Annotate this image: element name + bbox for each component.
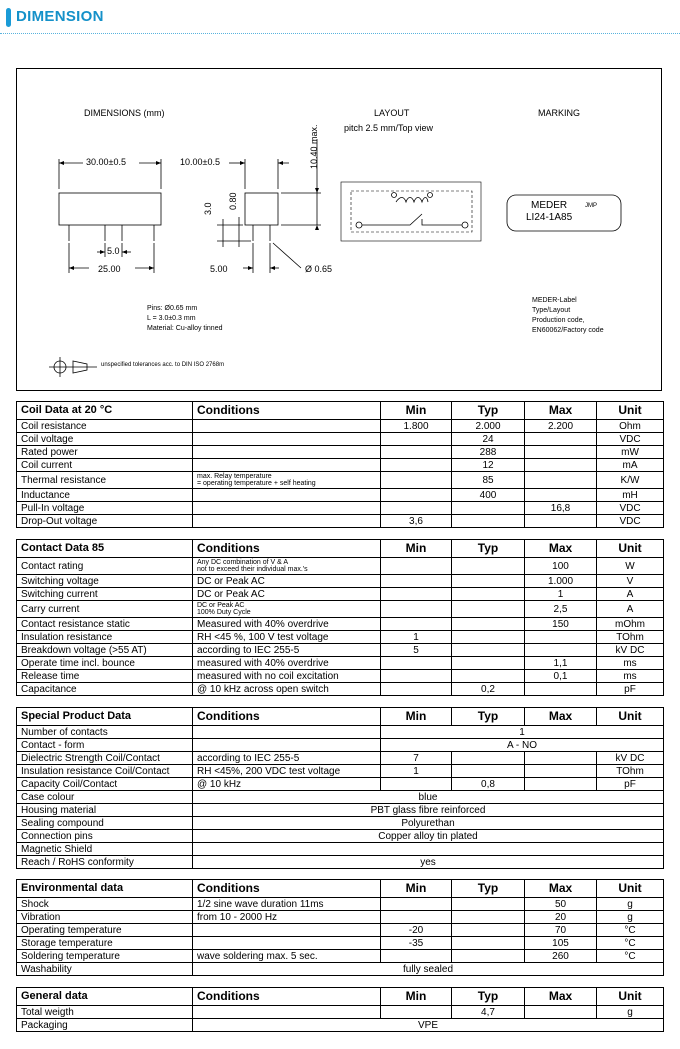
typ-cell <box>452 765 525 778</box>
min-cell <box>381 575 452 588</box>
typ-cell <box>452 752 525 765</box>
table-row <box>17 489 664 502</box>
header-accent-bar <box>6 8 11 27</box>
section-title: Special Product Data <box>17 708 193 726</box>
section-title: General data <box>17 988 193 1006</box>
col-max: Max <box>525 880 597 898</box>
table-row <box>17 937 664 950</box>
typ-cell <box>452 502 525 515</box>
dim-height-label: 10.40 max. <box>309 124 319 169</box>
typ-cell <box>452 618 525 631</box>
param-cell: Number of contacts <box>17 726 193 739</box>
param-cell: Shock <box>17 898 193 911</box>
min-cell <box>381 601 452 618</box>
condition-cell <box>193 515 381 528</box>
col-min: Min <box>381 708 452 726</box>
table-row <box>17 963 664 976</box>
min-cell <box>381 502 452 515</box>
general-data-table <box>16 987 664 1032</box>
unit-cell: mW <box>597 446 664 459</box>
table-row <box>17 601 664 618</box>
table-row <box>17 631 664 644</box>
label-note-1: MEDER-Label <box>532 297 577 304</box>
dim-length-label: 30.00±0.5 <box>86 157 126 167</box>
typ-cell <box>452 515 525 528</box>
param-cell: Inductance <box>17 489 193 502</box>
condition-cell <box>193 739 381 752</box>
param-cell: Drop-Out voltage <box>17 515 193 528</box>
max-cell <box>525 644 597 657</box>
dim-pin-length-label: 3.0 <box>203 202 213 215</box>
col-typ: Typ <box>452 540 525 558</box>
min-cell: 5 <box>381 644 452 657</box>
col-typ: Typ <box>452 402 525 420</box>
param-cell: Capacity Coil/Contact <box>17 778 193 791</box>
typ-cell: 12 <box>452 459 525 472</box>
min-cell: 7 <box>381 752 452 765</box>
table-row <box>17 778 664 791</box>
table-row <box>17 830 664 843</box>
table-row <box>17 911 664 924</box>
table-row <box>17 433 664 446</box>
typ-cell: 0,8 <box>452 778 525 791</box>
condition-cell <box>193 937 381 950</box>
unit-cell: °C <box>597 937 664 950</box>
unit-cell: VDC <box>597 502 664 515</box>
condition-cell: measured with no coil excitation <box>193 670 381 683</box>
min-cell <box>381 558 452 575</box>
table-row <box>17 588 664 601</box>
max-cell: 50 <box>525 898 597 911</box>
value-cell: VPE <box>193 1019 664 1032</box>
unit-cell: A <box>597 601 664 618</box>
condition-line: not to exceed their individual max.'s <box>197 566 308 573</box>
param-cell: Packaging <box>17 1019 193 1032</box>
unit-cell: mOhm <box>597 618 664 631</box>
condition-cell: wave soldering max. 5 sec. <box>193 950 381 963</box>
condition-cell <box>193 489 381 502</box>
table-row <box>17 843 664 856</box>
table-row <box>17 898 664 911</box>
max-cell <box>525 489 597 502</box>
value-cell: Copper alloy tin plated <box>193 830 664 843</box>
col-max: Max <box>525 708 597 726</box>
special-product-table <box>16 707 664 869</box>
table-row <box>17 726 664 739</box>
min-cell <box>381 657 452 670</box>
table-row <box>17 472 664 489</box>
max-cell <box>525 765 597 778</box>
col-conditions: Conditions <box>193 988 381 1006</box>
col-unit: Unit <box>597 880 664 898</box>
min-cell: 3,6 <box>381 515 452 528</box>
typ-cell <box>452 898 525 911</box>
table-row <box>17 817 664 830</box>
param-cell: Soldering temperature <box>17 950 193 963</box>
pins-note-2: L = 3.0±0.3 mm <box>147 315 196 322</box>
dim-pin-spacing-label: 5.0 <box>107 246 120 256</box>
col-conditions: Conditions <box>193 402 381 420</box>
table-row <box>17 683 664 696</box>
unit-cell: V <box>597 575 664 588</box>
typ-cell <box>452 644 525 657</box>
typ-cell <box>452 588 525 601</box>
min-cell <box>381 670 452 683</box>
max-cell <box>525 446 597 459</box>
min-cell <box>381 778 452 791</box>
param-cell: Reach / RoHS conformity <box>17 856 193 869</box>
section-title: Environmental data <box>17 880 193 898</box>
param-cell: Thermal resistance <box>17 472 193 489</box>
condition-cell <box>193 433 381 446</box>
col-min: Min <box>381 402 452 420</box>
condition-cell: according to IEC 255-5 <box>193 752 381 765</box>
condition-cell: DC or Peak AC <box>193 588 381 601</box>
param-cell: Coil resistance <box>17 420 193 433</box>
marking-type: LI24-1A85 <box>526 212 573 223</box>
condition-cell: 1/2 sine wave duration 11ms <box>193 898 381 911</box>
table-row <box>17 420 664 433</box>
pins-note-1: Pins: Ø0.65 mm <box>147 305 198 312</box>
condition-line: max. Relay temperature <box>197 473 272 480</box>
table-row <box>17 739 664 752</box>
col-typ: Typ <box>452 708 525 726</box>
unit-cell: g <box>597 898 664 911</box>
dim-width-label: 10.00±0.5 <box>180 157 220 167</box>
min-cell <box>381 683 452 696</box>
table-row <box>17 575 664 588</box>
max-cell: 2,5 <box>525 601 597 618</box>
header-dotted-rule <box>0 33 680 34</box>
typ-cell: 400 <box>452 489 525 502</box>
condition-cell <box>193 601 381 618</box>
max-cell: 20 <box>525 911 597 924</box>
min-cell <box>381 950 452 963</box>
condition-line: DC or Peak AC <box>197 602 245 609</box>
col-typ: Typ <box>452 880 525 898</box>
max-cell: 150 <box>525 618 597 631</box>
dimensions-heading: DIMENSIONS (mm) <box>84 108 165 118</box>
condition-cell: according to IEC 255-5 <box>193 644 381 657</box>
param-cell: Coil current <box>17 459 193 472</box>
max-cell <box>525 459 597 472</box>
marking-brand: MEDER <box>531 200 568 211</box>
typ-cell <box>452 670 525 683</box>
max-cell <box>525 1006 597 1019</box>
param-cell: Operating temperature <box>17 924 193 937</box>
col-unit: Unit <box>597 402 664 420</box>
unit-cell: Ohm <box>597 420 664 433</box>
condition-cell: measured with 40% overdrive <box>193 657 381 670</box>
typ-cell <box>452 601 525 618</box>
max-cell: 2.200 <box>525 420 597 433</box>
section-title: DIMENSION <box>16 8 104 25</box>
min-cell: 1 <box>381 765 452 778</box>
typ-cell <box>452 911 525 924</box>
condition-cell <box>193 558 381 575</box>
param-cell: Switching voltage <box>17 575 193 588</box>
table-row <box>17 446 664 459</box>
typ-cell <box>452 950 525 963</box>
unit-cell: pF <box>597 683 664 696</box>
param-cell: Insulation resistance Coil/Contact <box>17 765 193 778</box>
min-cell: -20 <box>381 924 452 937</box>
section-title: Coil Data at 20 °C <box>17 402 193 420</box>
max-cell <box>525 752 597 765</box>
param-cell: Insulation resistance <box>17 631 193 644</box>
col-conditions: Conditions <box>193 708 381 726</box>
param-cell: Contact rating <box>17 558 193 575</box>
table-row <box>17 950 664 963</box>
value-cell: PBT glass fibre reinforced <box>193 804 664 817</box>
label-note-2: Type/Layout <box>532 307 571 314</box>
unit-cell: mA <box>597 459 664 472</box>
environmental-table <box>16 879 664 976</box>
unit-cell: g <box>597 1006 664 1019</box>
typ-cell <box>452 924 525 937</box>
col-unit: Unit <box>597 708 664 726</box>
col-conditions: Conditions <box>193 880 381 898</box>
max-cell: 70 <box>525 924 597 937</box>
max-cell <box>525 433 597 446</box>
condition-line: Any DC combination of V & A <box>197 559 289 566</box>
unit-cell: TOhm <box>597 631 664 644</box>
table-row <box>17 1006 664 1019</box>
col-min: Min <box>381 880 452 898</box>
param-cell: Operate time incl. bounce <box>17 657 193 670</box>
value-cell: fully sealed <box>193 963 664 976</box>
marking-heading: MARKING <box>538 108 581 118</box>
table-header <box>17 708 664 726</box>
unit-cell: VDC <box>597 515 664 528</box>
unit-cell: VDC <box>597 433 664 446</box>
table-row <box>17 924 664 937</box>
marking-code: JMP <box>585 203 597 209</box>
value-cell: Polyurethan <box>193 817 664 830</box>
param-cell: Carry current <box>17 601 193 618</box>
unit-cell: g <box>597 911 664 924</box>
value-cell: A - NO <box>381 739 664 752</box>
unit-cell: kV DC <box>597 644 664 657</box>
typ-cell <box>452 631 525 644</box>
min-cell <box>381 489 452 502</box>
max-cell <box>525 778 597 791</box>
layout-heading: LAYOUT <box>374 108 410 118</box>
unit-cell: ms <box>597 657 664 670</box>
value-cell: yes <box>193 856 664 869</box>
max-cell: 16,8 <box>525 502 597 515</box>
param-cell: Housing material <box>17 804 193 817</box>
unit-cell: kV DC <box>597 752 664 765</box>
col-max: Max <box>525 540 597 558</box>
section-header <box>0 0 680 36</box>
param-cell: Case colour <box>17 791 193 804</box>
coil-data-table <box>16 401 664 528</box>
condition-cell <box>193 1006 381 1019</box>
condition-cell <box>193 459 381 472</box>
max-cell: 260 <box>525 950 597 963</box>
min-cell: 1.800 <box>381 420 452 433</box>
typ-cell <box>452 575 525 588</box>
col-unit: Unit <box>597 988 664 1006</box>
param-cell: Pull-In voltage <box>17 502 193 515</box>
param-cell: Magnetic Shield <box>17 843 193 856</box>
condition-cell: DC or Peak AC <box>193 575 381 588</box>
value-cell <box>193 843 664 856</box>
param-cell: Contact - form <box>17 739 193 752</box>
condition-cell: @ 10 kHz <box>193 778 381 791</box>
condition-cell: RH <45%, 200 VDC test voltage <box>193 765 381 778</box>
label-note-3: Production code, <box>532 317 585 324</box>
table-row <box>17 765 664 778</box>
param-cell: Contact resistance static <box>17 618 193 631</box>
max-cell: 1,1 <box>525 657 597 670</box>
layout-subheading: pitch 2.5 mm/Top view <box>344 123 434 133</box>
table-row <box>17 804 664 817</box>
min-cell <box>381 618 452 631</box>
max-cell <box>525 472 597 489</box>
table-row <box>17 856 664 869</box>
table-row <box>17 1019 664 1032</box>
param-cell: Vibration <box>17 911 193 924</box>
condition-cell: RH <45 %, 100 V test voltage <box>193 631 381 644</box>
typ-cell: 288 <box>452 446 525 459</box>
pins-note-3: Material: Cu-alloy tinned <box>147 325 223 332</box>
unit-cell: W <box>597 558 664 575</box>
unit-cell: °C <box>597 950 664 963</box>
condition-cell <box>193 726 381 739</box>
param-cell: Storage temperature <box>17 937 193 950</box>
col-max: Max <box>525 402 597 420</box>
contact-data-table <box>16 539 664 696</box>
table-row <box>17 657 664 670</box>
condition-cell <box>193 472 381 489</box>
param-cell: Connection pins <box>17 830 193 843</box>
condition-line: 100% Duty Cycle <box>197 609 251 616</box>
col-min: Min <box>381 540 452 558</box>
table-row <box>17 515 664 528</box>
condition-cell <box>193 502 381 515</box>
min-cell <box>381 911 452 924</box>
table-header <box>17 988 664 1006</box>
dimension-drawing <box>16 68 662 391</box>
min-cell <box>381 1006 452 1019</box>
typ-cell: 0,2 <box>452 683 525 696</box>
min-cell: -35 <box>381 937 452 950</box>
unit-cell: A <box>597 588 664 601</box>
typ-cell <box>452 657 525 670</box>
unit-cell: K/W <box>597 472 664 489</box>
param-cell: Dielectric Strength Coil/Contact <box>17 752 193 765</box>
table-row <box>17 558 664 575</box>
max-cell: 105 <box>525 937 597 950</box>
col-typ: Typ <box>452 988 525 1006</box>
table-header <box>17 540 664 558</box>
param-cell: Breakdown voltage (>55 AT) <box>17 644 193 657</box>
tolerance-note: unspecified tolerances acc. to DIN ISO 2768m <box>101 362 225 368</box>
dim-side-pitch-label: 5.00 <box>210 264 228 274</box>
condition-cell <box>193 420 381 433</box>
table-header <box>17 402 664 420</box>
param-cell: Total weigth <box>17 1006 193 1019</box>
value-cell: 1 <box>381 726 664 739</box>
param-cell: Sealing compound <box>17 817 193 830</box>
unit-cell: mH <box>597 489 664 502</box>
min-cell <box>381 433 452 446</box>
condition-cell: from 10 - 2000 Hz <box>193 911 381 924</box>
param-cell: Washability <box>17 963 193 976</box>
min-cell <box>381 472 452 489</box>
param-cell: Capacitance <box>17 683 193 696</box>
condition-cell <box>193 924 381 937</box>
max-cell: 1.000 <box>525 575 597 588</box>
min-cell: 1 <box>381 631 452 644</box>
section-title: Contact Data 85 <box>17 540 193 558</box>
unit-cell: ms <box>597 670 664 683</box>
table-row <box>17 644 664 657</box>
table-row <box>17 502 664 515</box>
condition-cell: @ 10 kHz across open switch <box>193 683 381 696</box>
col-unit: Unit <box>597 540 664 558</box>
max-cell: 0,1 <box>525 670 597 683</box>
table-row <box>17 752 664 765</box>
typ-cell: 24 <box>452 433 525 446</box>
table-row <box>17 791 664 804</box>
dim-pin-diameter-label: Ø 0.65 <box>305 264 333 274</box>
max-cell <box>525 515 597 528</box>
condition-cell <box>193 446 381 459</box>
condition-line: = operating temperature + self heating <box>197 480 316 487</box>
col-conditions: Conditions <box>193 540 381 558</box>
table-row <box>17 459 664 472</box>
param-cell: Rated power <box>17 446 193 459</box>
max-cell: 100 <box>525 558 597 575</box>
dim-offset-label: 0.80 <box>228 192 238 210</box>
unit-cell: TOhm <box>597 765 664 778</box>
min-cell <box>381 459 452 472</box>
col-min: Min <box>381 988 452 1006</box>
typ-cell: 2.000 <box>452 420 525 433</box>
typ-cell <box>452 937 525 950</box>
max-cell: 1 <box>525 588 597 601</box>
col-max: Max <box>525 988 597 1006</box>
param-cell: Switching current <box>17 588 193 601</box>
min-cell <box>381 588 452 601</box>
param-cell: Release time <box>17 670 193 683</box>
unit-cell: °C <box>597 924 664 937</box>
table-row <box>17 618 664 631</box>
typ-cell <box>452 558 525 575</box>
min-cell <box>381 446 452 459</box>
max-cell <box>525 683 597 696</box>
max-cell <box>525 631 597 644</box>
unit-cell: pF <box>597 778 664 791</box>
min-cell <box>381 898 452 911</box>
condition-cell: Measured with 40% overdrive <box>193 618 381 631</box>
table-header <box>17 880 664 898</box>
value-cell: blue <box>193 791 664 804</box>
table-row <box>17 670 664 683</box>
typ-cell: 4,7 <box>452 1006 525 1019</box>
dim-pin-pitch-label: 25.00 <box>98 264 121 274</box>
label-note-4: EN60062/Factory code <box>532 327 604 334</box>
typ-cell: 85 <box>452 472 525 489</box>
param-cell: Coil voltage <box>17 433 193 446</box>
